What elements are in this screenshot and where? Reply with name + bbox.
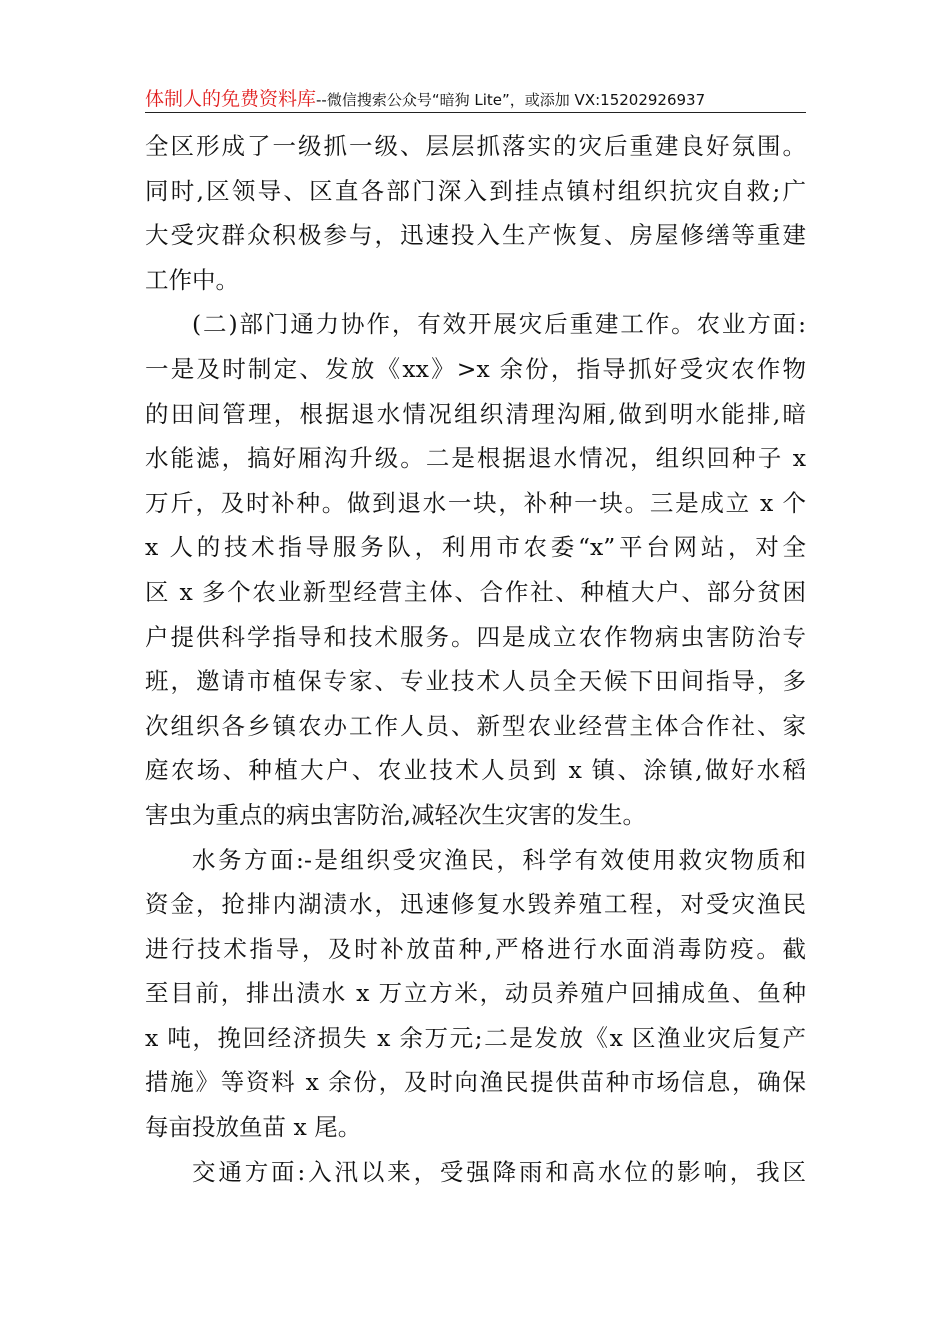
- text-line: 害虫为重点的病虫害防治,减轻次生灾害的发生。: [145, 800, 646, 829]
- text-line: 进行技术指导，及时补放苗种,严格进行水面消毒防疫。截: [145, 934, 806, 963]
- text-line: x 吨，挽回经济损失 x 余万元;二是发放《x 区渔业灾后复产: [145, 1023, 806, 1052]
- text-line: 交通方面:入汛以来，受强降雨和高水位的影响，我区: [192, 1157, 806, 1186]
- text-line: 次组织各乡镇农办工作人员、新型农业经营主体合作社、家: [145, 711, 806, 740]
- text-line: 至目前，排出渍水 x 万立方米，动员养殖户回捕成鱼、鱼种: [145, 979, 806, 1008]
- text-line: 庭农场、种植大户、农业技术人员到 x 镇、涂镇,做好水稻: [145, 756, 806, 785]
- text-line: 同时,区领导、区直各部门深入到挂点镇村组织抗灾自救;广: [145, 176, 806, 205]
- header-brand: 体制人的免费资料库: [145, 88, 317, 110]
- text-line: 每亩投放鱼苗 x 尾。: [145, 1113, 362, 1142]
- text-line: 大受灾群众积极参与，迅速投入生产恢复、房屋修缮等重建: [145, 221, 806, 250]
- page-header: [145, 84, 806, 113]
- text-line: (二)部门通力协作，有效开展灾后重建工作。农业方面:: [192, 310, 806, 339]
- text-line: 措施》等资料 x 余份，及时向渔民提供苗种市场信息，确保: [145, 1068, 806, 1097]
- text-line: 班，邀请市植保专家、专业技术人员全天候下田间指导，多: [145, 667, 806, 696]
- text-line: 万斤，及时补种。做到退水一块，补种一块。三是成立 x 个: [145, 488, 806, 517]
- text-line: 区 x 多个农业新型经营主体、合作社、种植大户、部分贫困: [145, 577, 806, 606]
- text-line: x 人的技术指导服务队，利用市农委“x”平台网站，对全: [145, 533, 806, 562]
- header-note: --微信搜索公众号“暗狗 Lite”，或添加 VX:15202926937: [316, 91, 706, 109]
- text-line: 水能滤，搞好厢沟升级。二是根据退水情况，组织回种子 x: [145, 444, 806, 473]
- text-line: 水务方面:-是组织受灾渔民，科学有效使用救灾物质和: [192, 845, 806, 874]
- text-line: 资金，抢排内湖渍水，迅速修复水毁养殖工程，对受灾渔民: [145, 890, 806, 919]
- text-line: 的田间管理，根据退水情况组织清理沟厢,做到明水能排,暗: [145, 399, 806, 428]
- text-line: 一是及时制定、发放《xx》>x 余份，指导抓好受灾农作物: [145, 354, 806, 383]
- text-line: 户提供科学指导和技术服务。四是成立农作物病虫害防治专: [145, 622, 806, 651]
- document-body: [145, 124, 806, 1194]
- text-line: 工作中。: [145, 265, 239, 294]
- text-line: 全区形成了一级抓一级、层层抓落实的灾后重建良好氛围。: [145, 132, 806, 160]
